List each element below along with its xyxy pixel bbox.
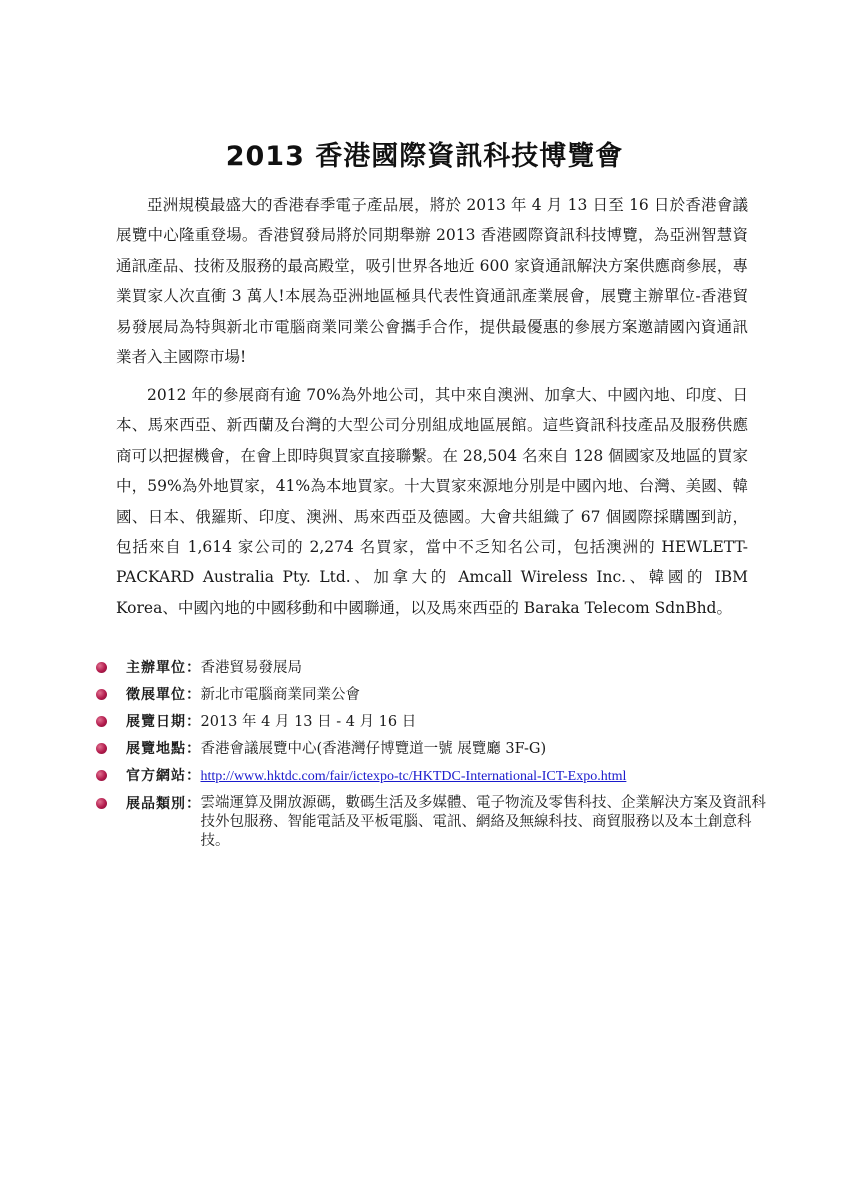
bullet-icon xyxy=(96,662,107,673)
info-value: 雲端運算及開放源碼，數碼生活及多媒體、電子物流及零售科技、企業解決方案及資訊科技外包服務、智能電話及平板電腦、電訊、網絡及無線科技、商貿服務以及本土創意科技。 xyxy=(200,795,766,849)
info-colon: ： xyxy=(186,713,201,730)
info-label: 主辦單位 xyxy=(126,660,186,676)
bullet-icon xyxy=(96,743,107,754)
stats-paragraph: 2012 年的參展商有逾 70%為外地公司，其中來自澳洲、加拿大、中國內地、印度、日本、馬來西亞、新西蘭及台灣的大型公司分別組成地區展館。這些資訊科技產品及服務供應商可以把握機會，在會上即時與買家直接聯繫。在 28,504 名來自 128 個國家及地區的買家中，59%為外地買家，41%為本地買家。十大買家來源地分別是中國內地、台灣、美國、韓國、日本、俄羅斯、印度、澳洲、馬來西亞及德國。大會共組織了 67 個國際採購團到訪，包括來自 1,614 家公司的 2,274 名買家，當中不乏知名公司，包括澳洲的 HEWLETT-PACKARD Australia Pty. Ltd.、加拿大的 Amcall Wireless Inc.、韓國的 IBM Korea、中國內地的中國移動和中國聯通，以及馬來西亞的 Baraka Telecom SdnBhd。 xyxy=(116,386,748,617)
info-colon: ： xyxy=(186,740,201,757)
info-label: 展品類別 xyxy=(126,796,186,812)
official-website-link[interactable]: http://www.hktdc.com/fair/ictexpo-tc/HKTDC-International-ICT-Expo.html xyxy=(200,769,627,784)
info-value: 香港貿易發展局 xyxy=(200,660,302,676)
info-item-venue xyxy=(96,738,766,760)
bullet-icon xyxy=(96,716,107,727)
info-value xyxy=(201,765,767,788)
info-colon: ： xyxy=(186,659,201,676)
info-item-dates xyxy=(96,711,766,733)
info-value: 香港會議展覽中心(香港灣仔博覽道一號 展覽廳 3F-G) xyxy=(200,741,547,757)
info-colon: ： xyxy=(186,686,201,703)
info-item-categories xyxy=(96,793,766,851)
info-colon: ： xyxy=(186,795,201,812)
info-label: 徵展單位 xyxy=(126,687,186,703)
info-item-organizer xyxy=(96,657,766,679)
bullet-icon xyxy=(96,798,107,809)
intro-paragraph: 亞洲規模最盛大的香港春季電子產品展，將於 2013 年 4 月 13 日至 16 日於香港會議展覽中心隆重登場。香港貿發局將於同期舉辦 2013 香港國際資訊科技博覽，為亞洲智慧資通訊產品、技術及服務的最高殿堂，吸引世界各地近 600 家資通訊解決方案供應商參展，專業買家人次直衝 3 萬人!本展為亞洲地區極具代表性資通訊產業展會，展覽主辦單位-香港貿易發展局為特與新北市電腦商業同業公會攜手合作，提供最優惠的參展方案邀請國內資通訊業者入主國際市場! xyxy=(116,196,748,367)
info-value: 2013 年 4 月 13 日 - 4 月 16 日 xyxy=(200,714,417,730)
info-colon: ： xyxy=(186,767,201,784)
info-item-recruiter xyxy=(96,684,766,706)
event-info-list xyxy=(96,657,766,856)
info-label: 展覽日期 xyxy=(126,714,186,730)
info-value: 新北市電腦商業同業公會 xyxy=(200,687,360,703)
info-label: 官方網站 xyxy=(126,768,186,784)
bullet-icon xyxy=(96,770,107,781)
bullet-icon xyxy=(96,689,107,700)
info-item-website xyxy=(96,765,766,788)
page-title: 2013 香港國際資訊科技博覽會 xyxy=(225,141,624,172)
info-label: 展覽地點 xyxy=(126,741,186,757)
